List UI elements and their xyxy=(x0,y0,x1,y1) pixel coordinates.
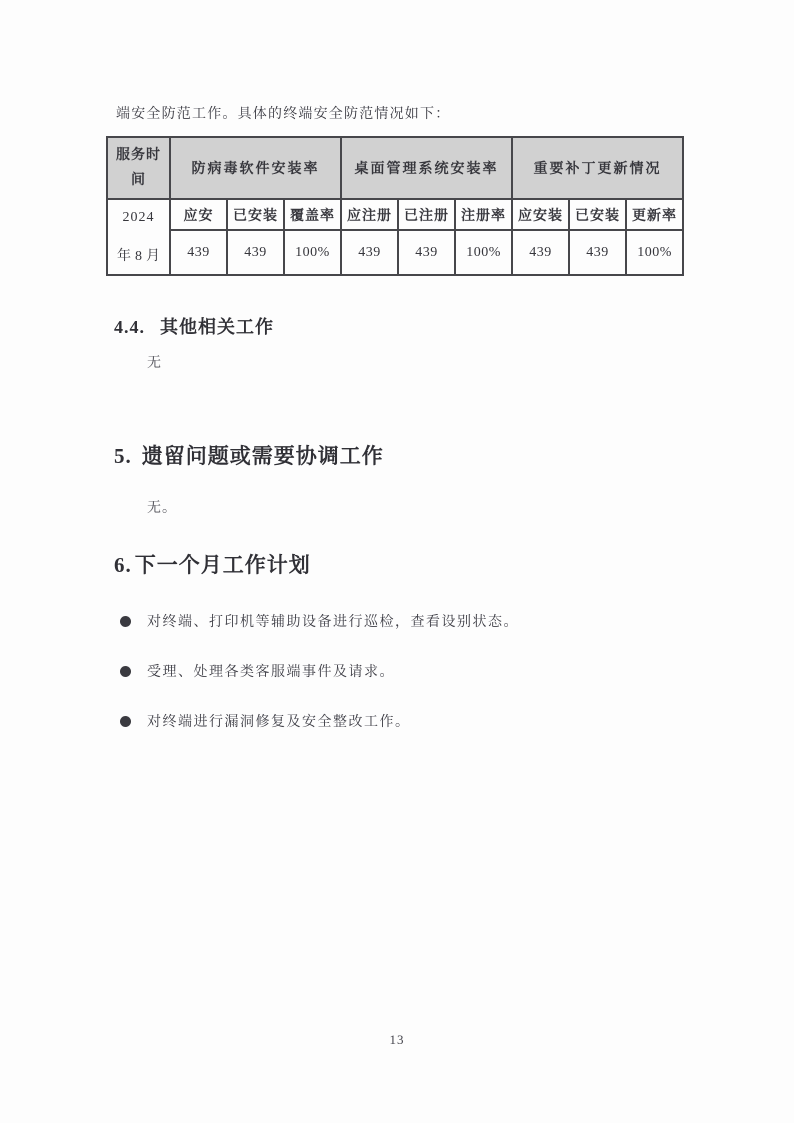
patch-update-status-header: 重要补丁更新情况 xyxy=(512,137,683,199)
desktop-mgmt-install-rate-header: 桌面管理系统安装率 xyxy=(341,137,512,199)
section-4-4-body: 无 xyxy=(147,356,162,371)
value-registered: 439 xyxy=(398,230,455,275)
section-number: 4.4. xyxy=(114,317,145,337)
col-header-installed-av: 已安装 xyxy=(227,199,284,230)
plan-item-text: 对终端进行漏洞修复及安全整改工作。 xyxy=(147,715,411,730)
bullet-icon xyxy=(120,716,131,727)
section-heading-4-4 xyxy=(114,313,274,339)
section-heading-6 xyxy=(114,549,311,579)
period-month: 年8月 xyxy=(117,248,164,264)
section-number: 6. xyxy=(114,553,132,577)
plan-item-text: 受理、处理各类客服端事件及请求。 xyxy=(147,665,395,680)
section-heading-5 xyxy=(114,440,384,470)
table-subheader-row xyxy=(107,199,683,230)
plan-item-text: 对终端、打印机等辅助设备进行巡检，查看设别状态。 xyxy=(147,615,519,630)
value-register-rate: 100% xyxy=(455,230,512,275)
paragraph-continuation-text: 端安全防范工作。具体的终端安全防范情况如下： xyxy=(116,107,451,122)
table-value-row xyxy=(107,230,683,275)
list-item xyxy=(120,661,519,681)
section-title: 遗留问题或需要协调工作 xyxy=(141,444,384,468)
list-item xyxy=(120,611,519,631)
bullet-icon xyxy=(120,666,131,677)
section-5-body: 无。 xyxy=(147,501,177,516)
value-installed-patch: 439 xyxy=(569,230,626,275)
value-should-register: 439 xyxy=(341,230,398,275)
col-header-installed-patch: 已安装 xyxy=(569,199,626,230)
service-time-header-cell: 服务时间 xyxy=(107,137,170,199)
col-header-register-rate: 注册率 xyxy=(455,199,512,230)
value-should-install-patch: 439 xyxy=(512,230,569,275)
value-installed-av: 439 xyxy=(227,230,284,275)
next-month-plan-list xyxy=(120,611,519,761)
col-header-should-install-av: 应安 xyxy=(170,199,227,230)
col-header-coverage-rate: 覆盖率 xyxy=(284,199,341,230)
col-header-should-register: 应注册 xyxy=(341,199,398,230)
col-header-should-install-patch: 应安装 xyxy=(512,199,569,230)
service-period-cell xyxy=(107,199,170,275)
page-number: 13 xyxy=(389,1032,405,1047)
col-header-update-rate: 更新率 xyxy=(626,199,683,230)
period-year: 2024 xyxy=(122,209,155,225)
value-should-install-av: 439 xyxy=(170,230,227,275)
section-title: 下一个月工作计划 xyxy=(134,553,311,577)
section-title: 其他相关工作 xyxy=(160,317,274,337)
section-number: 5. xyxy=(114,444,132,468)
service-period xyxy=(108,200,169,274)
value-update-rate: 100% xyxy=(626,230,683,275)
col-header-registered: 已注册 xyxy=(398,199,455,230)
antivirus-install-rate-header: 防病毒软件安装率 xyxy=(170,137,341,199)
value-coverage-rate: 100% xyxy=(284,230,341,275)
list-item xyxy=(120,711,519,731)
bullet-icon xyxy=(120,616,131,627)
table-header-row xyxy=(107,137,683,199)
terminal-security-stats-table xyxy=(106,136,684,276)
